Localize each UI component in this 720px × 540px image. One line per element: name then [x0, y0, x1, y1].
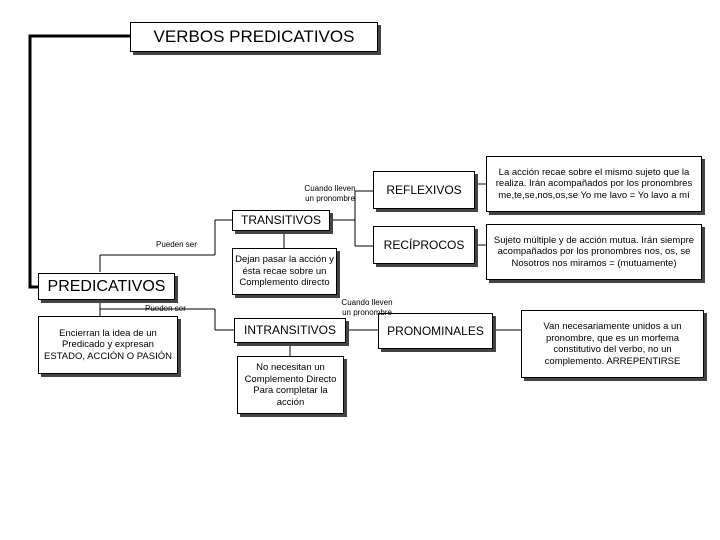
- cuando-lleven-label-top: Cuando lleven un pronombre: [304, 184, 356, 203]
- cuando-lleven-label-bottom: Cuando lleven un pronombre: [341, 298, 393, 317]
- reciprocos-label: RECÍPROCOS: [383, 238, 465, 252]
- transitivos-description: Dejan pasar la acción y ésta recae sobre un Complemento directo: [232, 248, 337, 295]
- intransitivos-node: [234, 318, 346, 343]
- pronominales-description: Van necesariamente unidos a un pronombre, que es un morfema constitutivo del verbo, no un complemento. ARREPENTIRSE: [521, 310, 704, 378]
- title-box: [130, 22, 378, 52]
- page-title: VERBOS PREDICATIVOS: [153, 27, 355, 46]
- predicativos-node: [38, 273, 175, 300]
- transitivos-node: [232, 210, 330, 231]
- pronominales-label: PRONOMINALES: [387, 324, 484, 338]
- pueden-ser-label-bottom: Pueden ser: [145, 304, 186, 313]
- predicativos-description: Encierran la idea de un Predicado y expresan ESTADO, ACCIÓN O PASIÓN: [38, 316, 178, 374]
- predicativos-label: PREDICATIVOS: [47, 278, 166, 295]
- reciprocos-node: [373, 226, 475, 264]
- reflexivos-description: La acción recae sobre el mismo sujeto que la realiza. Irán acompañados por los pronombres me,te,se,nos,os,se Yo me lavo = Yo lavo a mí: [486, 156, 702, 212]
- reflexivos-node: [373, 171, 475, 209]
- intransitivos-label: INTRANSITIVOS: [243, 323, 336, 337]
- pronominales-node: [378, 313, 493, 349]
- pueden-ser-label-top: Pueden ser: [156, 240, 197, 249]
- reciprocos-description: Sujeto múltiple y de acción mutua. Irán siempre acompañados por los pronombres nos, os, se Nosotros nos miramos = (mutuamente): [486, 224, 702, 280]
- transitivos-label: TRANSITIVOS: [240, 213, 321, 227]
- intransitivos-description: No necesitan un Complemento Directo Para completar la acción: [237, 356, 344, 414]
- reflexivos-label: REFLEXIVOS: [386, 183, 462, 197]
